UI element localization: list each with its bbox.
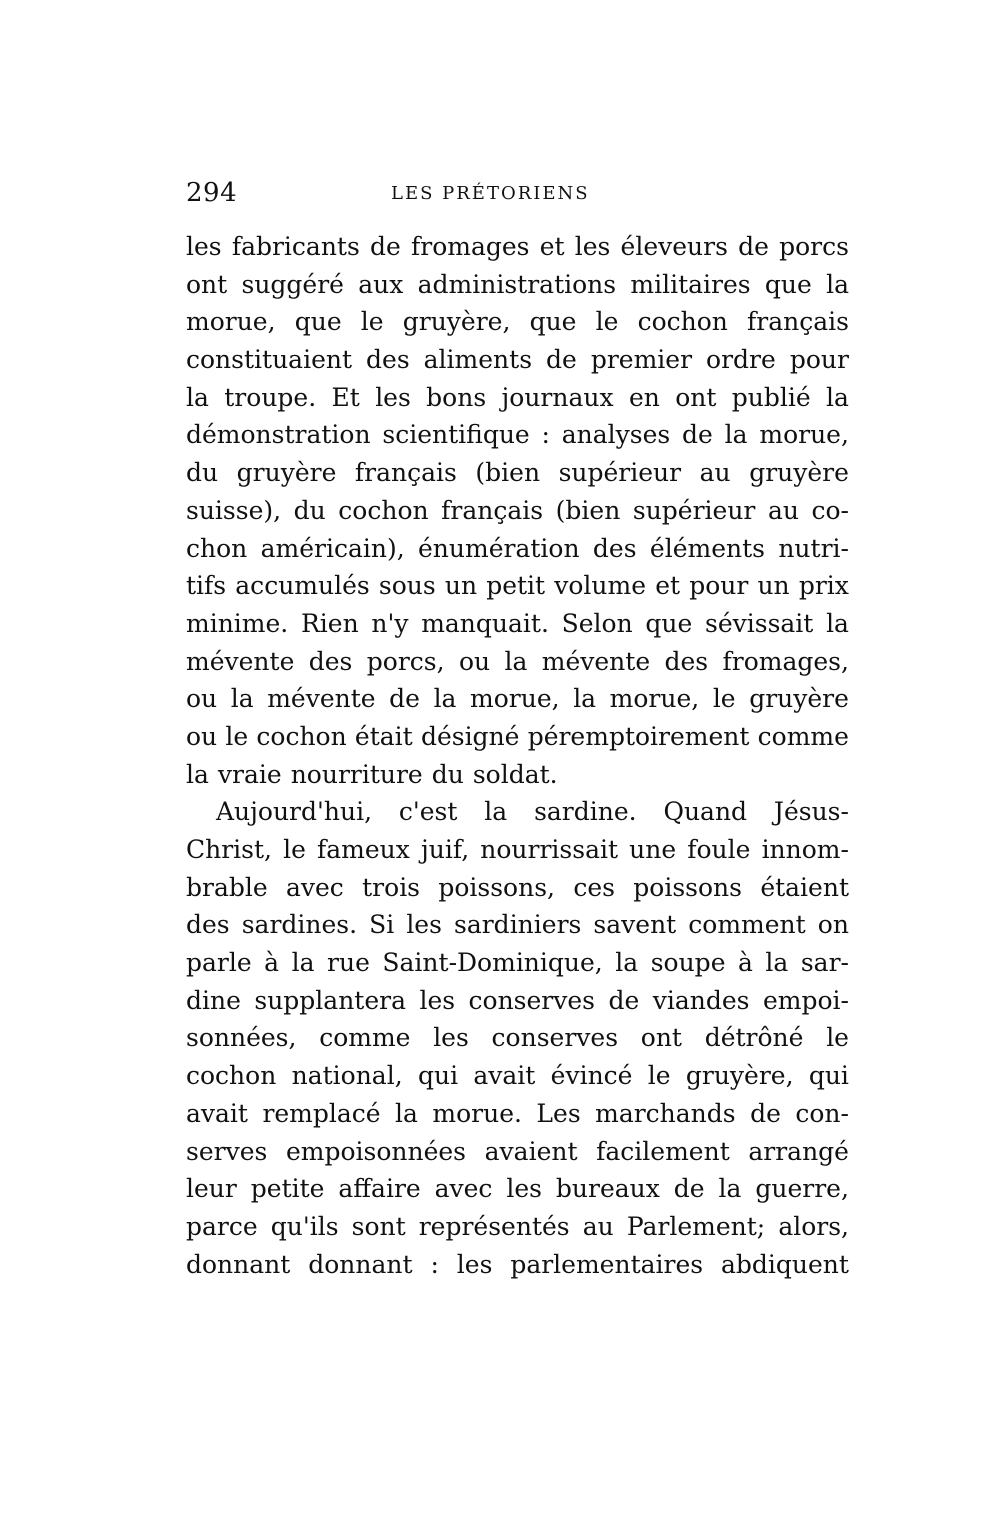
text-line: [186, 982, 849, 1020]
word: porcs: [779, 232, 849, 261]
text-line: [186, 906, 849, 944]
word: fabricants: [231, 232, 360, 261]
word: sardine.: [534, 797, 637, 827]
word: cochon: [256, 721, 347, 751]
word: était: [354, 721, 413, 751]
word: étaient: [760, 872, 849, 902]
word: :: [541, 420, 550, 450]
word: parce: [186, 1211, 258, 1241]
word: de: [370, 232, 401, 261]
word: Selon: [561, 608, 633, 638]
word: des: [186, 910, 230, 940]
word: mévente: [541, 646, 651, 676]
word: un: [757, 571, 790, 601]
word: au: [699, 458, 731, 488]
word: gruyère: [749, 458, 849, 488]
text-line: [186, 1133, 849, 1171]
word: la: [718, 1174, 742, 1204]
word: et: [655, 571, 681, 601]
text-line: [186, 416, 849, 454]
word: journaux: [501, 382, 614, 412]
word: volume: [554, 571, 647, 601]
word: ordre: [706, 345, 776, 375]
word: donnant: [186, 1249, 291, 1279]
word: cochon: [338, 495, 429, 525]
word: ont: [640, 1023, 682, 1053]
word: la: [186, 382, 209, 412]
word: analyses: [561, 420, 671, 450]
word: publié: [731, 382, 811, 412]
word: la: [615, 948, 639, 978]
word: que: [645, 608, 693, 638]
word: péremptoirement: [527, 721, 750, 751]
word: une: [629, 835, 677, 864]
word: affaire: [338, 1174, 421, 1204]
word: évincé: [550, 1061, 633, 1091]
word: ou: [458, 646, 491, 676]
word: éleveurs: [620, 232, 728, 261]
word: serves: [186, 1136, 268, 1166]
word: foule: [687, 835, 751, 864]
text-line: [186, 944, 849, 982]
word: rue: [327, 948, 370, 978]
word: administrations: [417, 269, 617, 299]
word: troupe.: [224, 382, 317, 412]
word: empoi-: [762, 985, 849, 1015]
word: Les: [536, 1098, 581, 1128]
word: les: [375, 382, 411, 412]
text-line: [186, 1019, 849, 1057]
word: gruyère,: [402, 307, 511, 337]
running-title: LES PRÉTORIENS: [391, 183, 590, 204]
word: les: [574, 232, 611, 261]
word: ont: [186, 269, 228, 299]
word: donnant: [308, 1249, 413, 1279]
word: suggéré: [241, 269, 344, 299]
word: français: [354, 458, 457, 488]
word: sardines.: [241, 910, 358, 940]
word: de: [673, 1174, 705, 1204]
word: mévente: [186, 646, 295, 676]
word: sar-: [800, 948, 849, 978]
word: poissons: [633, 872, 742, 902]
word: savent: [593, 910, 677, 940]
word: de: [389, 684, 420, 714]
word: le: [360, 307, 384, 337]
word: de: [608, 985, 640, 1015]
word: que: [764, 269, 812, 299]
word: mévente: [267, 684, 376, 714]
text-line: [186, 567, 849, 605]
word: des: [308, 646, 353, 676]
word: supérieur: [558, 458, 682, 488]
word: cochon: [637, 307, 728, 337]
word: du: [293, 495, 326, 525]
word: la: [826, 269, 849, 299]
running-head: [186, 176, 849, 210]
text-line: [186, 1170, 849, 1208]
word: sonnées,: [186, 1023, 297, 1053]
word: leur: [186, 1174, 237, 1204]
text-line: [186, 643, 849, 681]
word: français: [747, 307, 849, 337]
word: avait: [473, 1061, 536, 1091]
word: morue,: [609, 684, 700, 714]
text-line: [186, 869, 849, 907]
word: gruyère: [236, 458, 337, 488]
word: Rien: [300, 608, 359, 638]
word: soldat.: [472, 759, 558, 789]
word: (bien: [555, 495, 621, 525]
word: désigné: [420, 721, 520, 751]
word: sévissait: [705, 608, 814, 638]
word: le: [225, 721, 249, 751]
word: alors,: [778, 1211, 849, 1241]
word: fromages,: [722, 646, 849, 676]
word: le: [826, 1023, 849, 1053]
word: accumulés: [235, 571, 370, 601]
word: la: [765, 948, 789, 978]
word: nourrissait: [480, 835, 619, 864]
word: qui: [417, 1061, 459, 1091]
word: petit: [486, 571, 546, 601]
word: dine: [186, 985, 241, 1015]
word: sardiniers: [454, 910, 582, 940]
word: morue.: [432, 1098, 522, 1128]
word: français: [441, 495, 544, 525]
word: avait: [186, 1098, 248, 1128]
word: la: [484, 797, 508, 827]
text-line: [186, 454, 849, 492]
word: Christ,: [186, 835, 272, 864]
word: la: [433, 684, 457, 714]
body-text: [186, 228, 849, 1283]
word: le: [712, 684, 736, 714]
word: les: [186, 232, 222, 261]
word: la: [573, 684, 597, 714]
word: avec: [434, 1174, 493, 1204]
word: premier: [590, 345, 693, 375]
word: constituaient: [186, 345, 353, 375]
word: que: [294, 307, 342, 337]
word: la: [504, 646, 528, 676]
word: au: [582, 1211, 614, 1241]
word: on: [817, 910, 849, 940]
word: militaires: [630, 269, 751, 299]
page-number: 294: [186, 178, 238, 208]
word: ont: [675, 382, 717, 412]
word: un: [444, 571, 478, 601]
word: aliments: [423, 345, 533, 375]
word: pour: [789, 345, 849, 375]
word: ces: [573, 872, 615, 902]
word: en: [628, 382, 660, 412]
word: des: [664, 646, 709, 676]
word: innom-: [761, 835, 849, 864]
text-line: [186, 530, 849, 568]
word: la: [724, 420, 748, 450]
word: la: [291, 948, 315, 978]
word: du: [186, 458, 219, 488]
word: guerre,: [755, 1174, 849, 1204]
word: morue,: [759, 420, 849, 450]
word: Aujourd'hui,: [216, 797, 373, 827]
word: de: [750, 1098, 781, 1128]
word: :: [430, 1249, 439, 1279]
text-line: [186, 228, 849, 266]
word: qui: [808, 1061, 849, 1091]
word: la: [186, 759, 209, 789]
word: la: [826, 382, 849, 412]
word: le: [595, 307, 619, 337]
word: ou: [186, 721, 218, 751]
word: des: [592, 533, 637, 563]
word: parlementaires: [510, 1249, 704, 1279]
word: ou: [186, 684, 218, 714]
word: Si: [369, 910, 395, 940]
word: nourriture: [290, 759, 423, 789]
word: Jésus-: [773, 797, 849, 827]
word: au: [767, 495, 799, 525]
word: marchands: [595, 1098, 736, 1128]
word: petite: [250, 1174, 325, 1204]
text-line: [186, 1095, 849, 1133]
word: remplacé: [262, 1098, 381, 1128]
text-line: [186, 1246, 849, 1284]
word: abdiquent: [721, 1249, 849, 1279]
word: éléments: [649, 533, 765, 563]
word: conserves: [491, 1023, 619, 1053]
word: scientifique: [382, 420, 530, 450]
word: du: [431, 759, 464, 789]
word: minime.: [186, 608, 289, 638]
text-line: [186, 831, 849, 869]
text-line: [186, 1057, 849, 1095]
word: suisse),: [186, 495, 282, 525]
word: Et: [331, 382, 360, 412]
word: tifs: [186, 571, 227, 601]
word: prix: [798, 571, 849, 601]
word: à: [264, 948, 280, 978]
word: le: [647, 1061, 671, 1091]
word: supplantera: [254, 985, 406, 1015]
word: cochon: [186, 1061, 277, 1091]
word: les: [433, 1023, 469, 1053]
word: la: [826, 608, 849, 638]
word: bons: [426, 382, 487, 412]
word: énumération: [418, 533, 580, 563]
word: les: [506, 1174, 542, 1204]
word: qu'ils: [270, 1211, 339, 1241]
word: fameux: [317, 835, 410, 864]
word: vraie: [217, 759, 282, 789]
word: avaient: [484, 1136, 578, 1166]
word: représentés: [418, 1211, 570, 1241]
text-line: [186, 680, 849, 718]
word: n'y: [371, 608, 409, 638]
word: de: [682, 420, 713, 450]
text-line: [186, 492, 849, 530]
word: américain),: [260, 533, 405, 563]
word: facilement: [596, 1136, 730, 1166]
word: con-: [795, 1098, 849, 1128]
word: bureaux: [555, 1174, 660, 1204]
word: poissons,: [438, 872, 555, 902]
word: Quand: [663, 797, 748, 827]
word: avec: [285, 872, 344, 902]
text-line: [186, 266, 849, 304]
word: chon: [186, 533, 248, 563]
word: le: [283, 835, 306, 864]
word: manquait.: [421, 608, 549, 638]
word: les: [419, 985, 456, 1015]
word: gruyère: [749, 684, 849, 714]
word: que: [529, 307, 577, 337]
word: et: [539, 232, 565, 261]
word: porcs,: [366, 646, 445, 676]
word: c'est: [398, 797, 458, 827]
word: la: [230, 684, 254, 714]
word: de: [738, 232, 769, 261]
word: (bien: [475, 458, 541, 488]
word: national,: [291, 1061, 403, 1091]
word: aux: [358, 269, 404, 299]
word: brable: [186, 872, 268, 902]
word: soupe: [650, 948, 726, 978]
text-line: [186, 793, 849, 831]
text-line: [186, 379, 849, 417]
text-line: [186, 756, 849, 794]
text-line: [186, 303, 849, 341]
word: trois: [362, 872, 421, 902]
word: empoisonnées: [285, 1136, 467, 1166]
word: parle: [186, 948, 252, 978]
text-line: [186, 341, 849, 379]
word: nutri-: [778, 533, 849, 563]
word: comme: [319, 1023, 411, 1053]
word: co-: [811, 495, 849, 525]
word: supérieur: [632, 495, 756, 525]
word: fromages: [411, 232, 530, 261]
text-line: [186, 1208, 849, 1246]
word: de: [546, 345, 577, 375]
word: des: [366, 345, 410, 375]
word: à: [738, 948, 753, 978]
word: sous: [378, 571, 436, 601]
word: morue,: [186, 307, 276, 337]
word: la: [395, 1098, 418, 1128]
word: gruyère,: [685, 1061, 794, 1091]
word: sont: [351, 1211, 406, 1241]
word: Saint-Dominique,: [382, 948, 603, 978]
word: arrangé: [748, 1136, 849, 1166]
word: les: [406, 910, 442, 940]
word: Parlement;: [626, 1211, 766, 1241]
word: démonstration: [186, 420, 371, 450]
word: comment: [688, 910, 806, 940]
word: viandes: [652, 985, 750, 1015]
word: pour: [689, 571, 749, 601]
word: comme: [757, 721, 849, 751]
word: détrôné: [704, 1023, 804, 1053]
word: juif,: [420, 835, 470, 864]
word: conserves: [468, 985, 596, 1015]
text-line: [186, 718, 849, 756]
text-line: [186, 605, 849, 643]
word: les: [456, 1249, 493, 1279]
word: morue,: [470, 684, 560, 714]
